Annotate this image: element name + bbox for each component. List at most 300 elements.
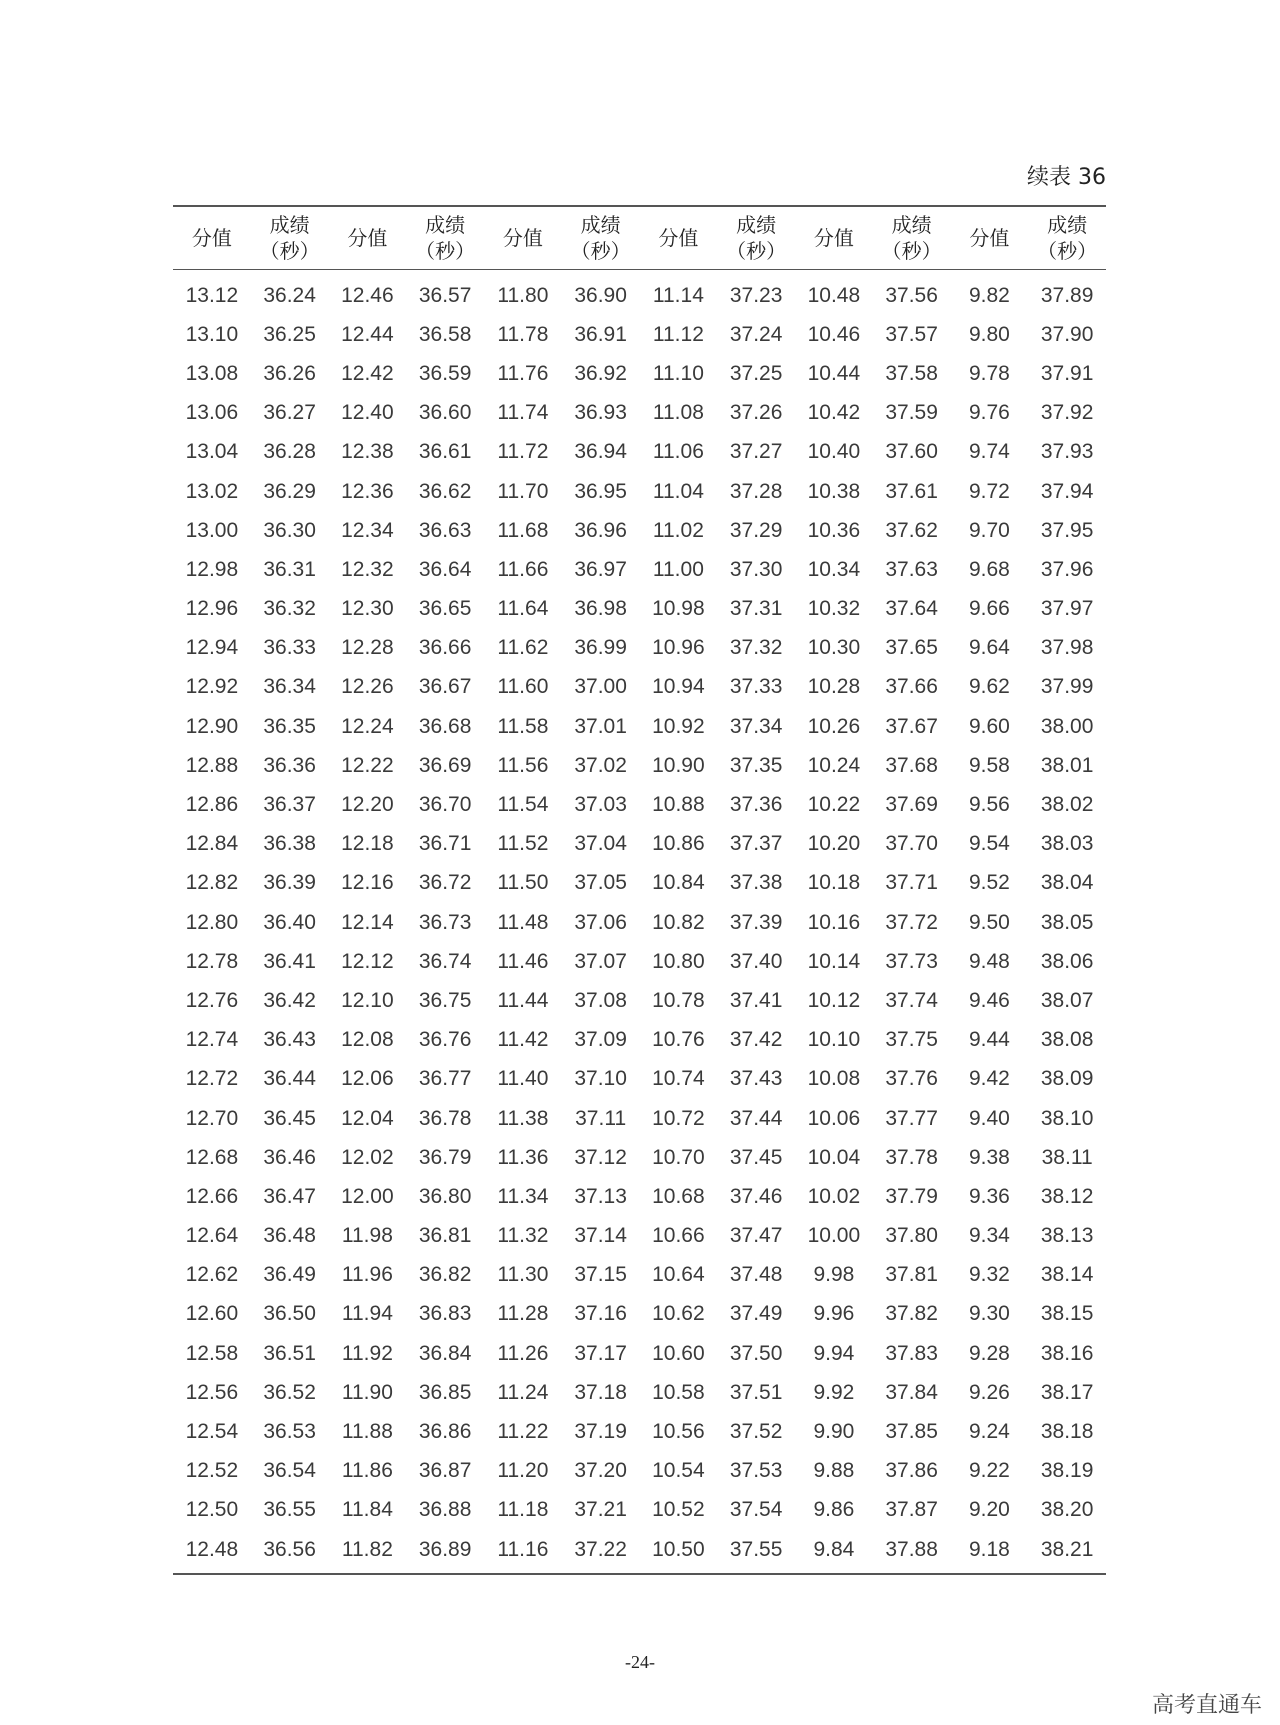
time-cell: 37.75 bbox=[885, 1028, 938, 1052]
time-cell: 36.66 bbox=[418, 636, 472, 660]
score-cell: 10.26 bbox=[807, 714, 861, 738]
time-cell: 36.52 bbox=[263, 1380, 316, 1404]
score-cell: 12.48 bbox=[173, 1530, 251, 1574]
score-cell: 13.02 bbox=[185, 479, 239, 503]
score-cell: 10.30 bbox=[807, 636, 861, 660]
score-cell: 10.82 bbox=[652, 910, 705, 934]
score-cell: 10.14 bbox=[807, 949, 861, 973]
table-row bbox=[173, 1099, 1106, 1138]
time-cell: 37.28 bbox=[729, 479, 783, 503]
score-cell: 11.26 bbox=[497, 1341, 549, 1365]
score-cell: 12.56 bbox=[185, 1380, 239, 1404]
score-table bbox=[173, 205, 1106, 1575]
score-cell: 9.82 bbox=[968, 283, 1010, 307]
score-cell: 9.30 bbox=[968, 1302, 1010, 1326]
score-cell: 12.38 bbox=[341, 440, 394, 464]
score-cell: 11.98 bbox=[341, 1224, 393, 1248]
time-cell: 38.03 bbox=[1040, 832, 1094, 856]
time-cell: 36.75 bbox=[418, 988, 472, 1012]
time-cell: 37.36 bbox=[729, 793, 783, 817]
score-cell: 13.04 bbox=[185, 440, 239, 464]
score-cell: 10.16 bbox=[807, 910, 861, 934]
score-cell: 12.16 bbox=[341, 871, 394, 895]
time-cell: 37.38 bbox=[729, 871, 783, 895]
score-cell: 9.78 bbox=[968, 361, 1010, 385]
score-cell: 11.14 bbox=[652, 283, 704, 307]
time-cell: 37.09 bbox=[574, 1028, 627, 1052]
time-cell: 36.70 bbox=[418, 793, 472, 817]
score-cell: 12.02 bbox=[341, 1145, 394, 1169]
score-cell: 9.58 bbox=[968, 753, 1010, 777]
time-cell: 37.51 bbox=[729, 1380, 783, 1404]
time-cell: 36.31 bbox=[263, 557, 316, 581]
score-cell: 12.98 bbox=[185, 557, 239, 581]
score-cell: 12.54 bbox=[185, 1420, 239, 1444]
table-row bbox=[173, 354, 1106, 393]
score-cell: 11.22 bbox=[497, 1420, 549, 1444]
time-cell: 38.19 bbox=[1040, 1459, 1094, 1483]
score-cell: 11.28 bbox=[497, 1302, 549, 1326]
score-cell: 10.96 bbox=[652, 636, 705, 660]
time-cell: 36.99 bbox=[574, 636, 627, 660]
score-cell: 12.24 bbox=[341, 714, 394, 738]
score-cell: 10.24 bbox=[807, 753, 861, 777]
table-row bbox=[173, 1295, 1106, 1334]
time-cell: 37.02 bbox=[574, 753, 627, 777]
score-cell: 12.92 bbox=[185, 675, 239, 699]
table-row bbox=[173, 1217, 1106, 1256]
time-cell: 37.85 bbox=[885, 1420, 938, 1444]
time-cell: 36.25 bbox=[263, 322, 316, 346]
time-cell: 37.42 bbox=[729, 1028, 783, 1052]
page-number: -24- bbox=[625, 1652, 655, 1672]
column-header-label: 分值 bbox=[191, 226, 232, 250]
column-header-time bbox=[717, 206, 795, 270]
score-cell: 10.34 bbox=[807, 557, 861, 581]
score-cell: 12.04 bbox=[341, 1106, 394, 1130]
score-cell: 10.46 bbox=[807, 322, 861, 346]
time-cell: 37.90 bbox=[1040, 322, 1094, 346]
score-cell: 11.90 bbox=[341, 1380, 393, 1404]
time-cell: 37.03 bbox=[574, 793, 627, 817]
score-cell: 12.68 bbox=[185, 1145, 239, 1169]
score-cell: 11.60 bbox=[497, 675, 549, 699]
table-row bbox=[173, 668, 1106, 707]
time-cell: 36.79 bbox=[418, 1145, 472, 1169]
time-cell: 37.77 bbox=[885, 1106, 938, 1130]
time-cell: 37.81 bbox=[885, 1263, 938, 1287]
time-cell: 36.54 bbox=[263, 1459, 316, 1483]
time-cell: 36.93 bbox=[574, 401, 627, 425]
score-cell: 12.96 bbox=[185, 597, 239, 621]
time-cell: 36.44 bbox=[263, 1067, 316, 1091]
score-cell: 9.32 bbox=[968, 1263, 1010, 1287]
score-cell: 9.28 bbox=[968, 1341, 1010, 1365]
score-cell: 9.88 bbox=[813, 1459, 855, 1483]
column-header-unit: （秒） bbox=[570, 239, 631, 263]
table-row bbox=[173, 394, 1106, 433]
score-cell: 11.18 bbox=[497, 1498, 549, 1522]
score-cell: 12.26 bbox=[341, 675, 394, 699]
score-cell: 10.64 bbox=[652, 1263, 705, 1287]
time-cell: 37.84 bbox=[885, 1380, 938, 1404]
time-cell: 37.69 bbox=[885, 793, 938, 817]
score-cell: 12.88 bbox=[185, 753, 239, 777]
score-cell: 11.54 bbox=[497, 793, 549, 817]
score-cell: 9.96 bbox=[813, 1302, 855, 1326]
score-cell: 12.06 bbox=[341, 1067, 394, 1091]
time-cell: 37.23 bbox=[729, 283, 783, 307]
score-cell: 9.72 bbox=[968, 479, 1010, 503]
table-row bbox=[173, 785, 1106, 824]
score-cell: 10.02 bbox=[807, 1184, 861, 1208]
score-cell: 12.46 bbox=[341, 283, 394, 307]
time-cell: 36.45 bbox=[263, 1106, 316, 1130]
score-cell: 9.42 bbox=[968, 1067, 1010, 1091]
score-cell: 10.08 bbox=[807, 1067, 861, 1091]
time-cell: 37.82 bbox=[885, 1302, 938, 1326]
score-cell: 10.74 bbox=[652, 1067, 705, 1091]
score-cell: 10.56 bbox=[652, 1420, 705, 1444]
score-cell: 11.38 bbox=[497, 1106, 549, 1130]
time-cell: 37.30 bbox=[729, 557, 783, 581]
time-cell: 37.00 bbox=[574, 675, 627, 699]
score-cell: 9.38 bbox=[968, 1145, 1010, 1169]
table-row bbox=[173, 825, 1106, 864]
time-cell: 37.29 bbox=[729, 518, 783, 542]
score-cell: 11.62 bbox=[497, 636, 549, 660]
score-cell: 13.10 bbox=[185, 322, 239, 346]
time-cell: 36.51 bbox=[263, 1341, 316, 1365]
score-cell: 10.54 bbox=[652, 1459, 705, 1483]
score-cell: 12.74 bbox=[185, 1028, 239, 1052]
time-cell: 37.10 bbox=[574, 1067, 627, 1091]
score-cell: 11.84 bbox=[341, 1498, 393, 1522]
time-cell: 36.87 bbox=[418, 1459, 472, 1483]
score-cell: 9.98 bbox=[813, 1263, 855, 1287]
time-cell: 36.53 bbox=[263, 1420, 316, 1444]
score-cell: 9.22 bbox=[968, 1459, 1010, 1483]
time-cell: 36.56 bbox=[251, 1530, 329, 1574]
time-cell: 37.92 bbox=[1040, 401, 1094, 425]
score-cell: 10.92 bbox=[652, 714, 705, 738]
score-cell: 10.12 bbox=[807, 988, 861, 1012]
table-row bbox=[173, 1021, 1106, 1060]
column-header-score bbox=[484, 206, 562, 270]
time-cell: 36.67 bbox=[418, 675, 472, 699]
time-cell: 37.27 bbox=[729, 440, 783, 464]
score-cell: 10.00 bbox=[807, 1224, 861, 1248]
score-cell: 11.64 bbox=[497, 597, 549, 621]
time-cell: 37.96 bbox=[1040, 557, 1094, 581]
score-cell: 12.18 bbox=[341, 832, 394, 856]
header-row bbox=[173, 206, 1106, 270]
score-cell: 10.72 bbox=[652, 1106, 705, 1130]
score-cell: 10.40 bbox=[807, 440, 861, 464]
time-cell: 36.80 bbox=[418, 1184, 472, 1208]
score-cell: 9.94 bbox=[813, 1341, 855, 1365]
score-cell: 11.48 bbox=[497, 910, 549, 934]
time-cell: 37.76 bbox=[885, 1067, 938, 1091]
time-cell: 38.20 bbox=[1040, 1498, 1094, 1522]
column-header-score bbox=[640, 206, 718, 270]
score-cell: 10.62 bbox=[652, 1302, 705, 1326]
table-header bbox=[173, 206, 1106, 270]
time-cell: 36.97 bbox=[574, 557, 627, 581]
time-cell: 37.66 bbox=[885, 675, 938, 699]
time-cell: 36.91 bbox=[574, 322, 627, 346]
score-cell: 9.54 bbox=[968, 832, 1010, 856]
time-cell: 36.88 bbox=[418, 1498, 472, 1522]
score-cell: 9.60 bbox=[968, 714, 1010, 738]
time-cell: 36.89 bbox=[406, 1530, 484, 1574]
score-cell: 11.82 bbox=[329, 1530, 407, 1574]
table-row bbox=[173, 629, 1106, 668]
table-row bbox=[173, 1138, 1106, 1177]
score-cell: 11.20 bbox=[497, 1459, 549, 1483]
time-cell: 36.63 bbox=[418, 518, 472, 542]
score-cell: 12.90 bbox=[185, 714, 239, 738]
score-cell: 12.86 bbox=[185, 793, 239, 817]
score-cell: 12.42 bbox=[341, 361, 394, 385]
score-cell: 10.78 bbox=[652, 988, 705, 1012]
time-cell: 37.73 bbox=[885, 949, 938, 973]
time-cell: 36.73 bbox=[418, 910, 472, 934]
time-cell: 37.62 bbox=[885, 518, 938, 542]
time-cell: 37.33 bbox=[729, 675, 783, 699]
score-cell: 12.00 bbox=[341, 1184, 394, 1208]
time-cell: 37.72 bbox=[885, 910, 938, 934]
time-cell: 38.00 bbox=[1040, 714, 1094, 738]
time-cell: 36.27 bbox=[263, 401, 316, 425]
table-continuation-title: 续表 36 bbox=[1027, 165, 1106, 190]
time-cell: 36.47 bbox=[263, 1184, 316, 1208]
time-cell: 36.24 bbox=[263, 283, 316, 307]
column-header-time bbox=[1028, 206, 1106, 270]
score-cell: 12.94 bbox=[185, 636, 239, 660]
score-cell: 11.34 bbox=[497, 1184, 549, 1208]
score-cell: 11.40 bbox=[497, 1067, 549, 1091]
score-cell: 12.44 bbox=[341, 322, 394, 346]
time-cell: 37.71 bbox=[885, 871, 938, 895]
score-cell: 9.34 bbox=[968, 1224, 1010, 1248]
score-cell: 9.76 bbox=[968, 401, 1010, 425]
score-cell: 9.26 bbox=[968, 1380, 1010, 1404]
time-cell: 37.41 bbox=[729, 988, 783, 1012]
score-cell: 10.22 bbox=[807, 793, 861, 817]
time-cell: 36.26 bbox=[263, 361, 316, 385]
column-header-label: 分值 bbox=[347, 226, 388, 250]
time-cell: 37.16 bbox=[574, 1302, 627, 1326]
time-cell: 37.70 bbox=[885, 832, 938, 856]
score-cell: 12.82 bbox=[185, 871, 239, 895]
time-cell: 36.36 bbox=[263, 753, 316, 777]
time-cell: 36.34 bbox=[263, 675, 316, 699]
time-cell: 37.67 bbox=[885, 714, 938, 738]
score-cell: 9.20 bbox=[968, 1498, 1010, 1522]
time-cell: 36.76 bbox=[418, 1028, 472, 1052]
time-cell: 37.14 bbox=[574, 1224, 627, 1248]
score-cell: 12.58 bbox=[185, 1341, 239, 1365]
time-cell: 36.85 bbox=[418, 1380, 472, 1404]
time-cell: 37.53 bbox=[729, 1459, 783, 1483]
time-cell: 37.93 bbox=[1040, 440, 1094, 464]
score-cell: 10.52 bbox=[652, 1498, 705, 1522]
time-cell: 36.90 bbox=[574, 283, 627, 307]
time-cell: 36.60 bbox=[418, 401, 472, 425]
time-cell: 38.08 bbox=[1040, 1028, 1094, 1052]
time-cell: 38.13 bbox=[1040, 1224, 1094, 1248]
time-cell: 36.28 bbox=[263, 440, 316, 464]
time-cell: 37.19 bbox=[574, 1420, 627, 1444]
score-cell: 11.00 bbox=[652, 557, 704, 581]
time-cell: 37.25 bbox=[729, 361, 783, 385]
score-cell: 10.80 bbox=[652, 949, 705, 973]
score-cell: 11.44 bbox=[497, 988, 549, 1012]
score-cell: 9.68 bbox=[968, 557, 1010, 581]
table-row bbox=[173, 1452, 1106, 1491]
time-cell: 37.79 bbox=[885, 1184, 938, 1208]
table-row bbox=[173, 590, 1106, 629]
table-row bbox=[173, 550, 1106, 589]
time-cell: 37.54 bbox=[729, 1498, 783, 1522]
score-cell: 11.86 bbox=[341, 1459, 393, 1483]
score-cell: 10.88 bbox=[652, 793, 705, 817]
time-cell: 36.35 bbox=[263, 714, 316, 738]
time-cell: 37.68 bbox=[885, 753, 938, 777]
score-cell: 13.00 bbox=[185, 518, 239, 542]
column-header-label: 成绩 bbox=[891, 213, 932, 237]
table-row bbox=[173, 1412, 1106, 1451]
score-cell: 11.46 bbox=[497, 949, 549, 973]
score-cell: 10.98 bbox=[652, 597, 705, 621]
score-cell: 9.48 bbox=[968, 949, 1010, 973]
time-cell: 38.04 bbox=[1040, 871, 1094, 895]
time-cell: 38.11 bbox=[1041, 1145, 1093, 1169]
time-cell: 37.20 bbox=[574, 1459, 627, 1483]
score-cell: 10.10 bbox=[807, 1028, 861, 1052]
time-cell: 36.43 bbox=[263, 1028, 316, 1052]
table-row bbox=[173, 707, 1106, 746]
score-cell: 10.50 bbox=[640, 1530, 718, 1574]
score-cell: 11.42 bbox=[497, 1028, 549, 1052]
score-cell: 12.64 bbox=[185, 1224, 239, 1248]
time-cell: 36.62 bbox=[418, 479, 472, 503]
time-cell: 37.21 bbox=[574, 1498, 627, 1522]
time-cell: 36.32 bbox=[263, 597, 316, 621]
time-cell: 36.38 bbox=[263, 832, 316, 856]
time-cell: 36.74 bbox=[418, 949, 472, 973]
time-cell: 37.15 bbox=[574, 1263, 627, 1287]
score-cell: 10.28 bbox=[807, 675, 861, 699]
score-cell: 12.40 bbox=[341, 401, 394, 425]
time-cell: 37.26 bbox=[729, 401, 783, 425]
time-cell: 37.31 bbox=[729, 597, 783, 621]
score-cell: 10.44 bbox=[807, 361, 861, 385]
time-cell: 37.98 bbox=[1040, 636, 1094, 660]
time-cell: 37.86 bbox=[885, 1459, 938, 1483]
time-cell: 38.02 bbox=[1040, 793, 1094, 817]
time-cell: 37.39 bbox=[729, 910, 783, 934]
time-cell: 36.64 bbox=[418, 557, 472, 581]
time-cell: 36.58 bbox=[418, 322, 472, 346]
time-cell: 37.22 bbox=[562, 1530, 640, 1574]
time-cell: 36.40 bbox=[263, 910, 316, 934]
time-cell: 37.87 bbox=[885, 1498, 938, 1522]
score-cell: 11.70 bbox=[497, 479, 549, 503]
table-row bbox=[173, 981, 1106, 1020]
column-header-time bbox=[406, 206, 484, 270]
time-cell: 36.96 bbox=[574, 518, 627, 542]
table-row bbox=[173, 1256, 1106, 1295]
table-body bbox=[173, 270, 1106, 1575]
time-cell: 38.18 bbox=[1040, 1420, 1094, 1444]
score-cell: 12.28 bbox=[341, 636, 394, 660]
time-cell: 38.14 bbox=[1040, 1263, 1094, 1287]
score-cell: 11.16 bbox=[484, 1530, 562, 1574]
score-cell: 12.84 bbox=[185, 832, 239, 856]
score-cell: 11.24 bbox=[497, 1380, 549, 1404]
score-cell: 9.66 bbox=[968, 597, 1010, 621]
time-cell: 36.92 bbox=[574, 361, 627, 385]
time-cell: 37.60 bbox=[885, 440, 938, 464]
time-cell: 38.15 bbox=[1040, 1302, 1094, 1326]
score-cell: 10.20 bbox=[807, 832, 861, 856]
score-cell: 10.58 bbox=[652, 1380, 705, 1404]
column-header-label: 成绩 bbox=[736, 213, 777, 237]
score-cell: 12.30 bbox=[341, 597, 394, 621]
score-cell: 12.08 bbox=[341, 1028, 394, 1052]
score-cell: 11.50 bbox=[497, 871, 549, 895]
time-cell: 37.08 bbox=[574, 988, 627, 1012]
time-cell: 36.71 bbox=[418, 832, 472, 856]
score-cell: 10.60 bbox=[652, 1341, 705, 1365]
score-cell: 10.86 bbox=[652, 832, 705, 856]
column-header-label: 成绩 bbox=[425, 213, 466, 237]
time-cell: 38.09 bbox=[1040, 1067, 1094, 1091]
time-cell: 36.59 bbox=[418, 361, 472, 385]
time-cell: 36.39 bbox=[263, 871, 316, 895]
column-header-unit: （秒） bbox=[1037, 239, 1098, 263]
time-cell: 36.50 bbox=[263, 1302, 316, 1326]
score-cell: 10.04 bbox=[807, 1145, 861, 1169]
score-cell: 9.80 bbox=[968, 322, 1010, 346]
score-cell: 9.24 bbox=[968, 1420, 1010, 1444]
column-header-unit: （秒） bbox=[881, 239, 942, 263]
score-cell: 12.80 bbox=[185, 910, 239, 934]
score-cell: 9.56 bbox=[968, 793, 1010, 817]
table-row bbox=[173, 315, 1106, 354]
time-cell: 36.95 bbox=[574, 479, 627, 503]
time-cell: 37.48 bbox=[729, 1263, 783, 1287]
time-cell: 37.78 bbox=[885, 1145, 938, 1169]
score-cell: 12.62 bbox=[185, 1263, 239, 1287]
time-cell: 36.30 bbox=[263, 518, 316, 542]
score-cell: 11.12 bbox=[652, 322, 704, 346]
time-cell: 37.46 bbox=[729, 1184, 783, 1208]
score-cell: 12.10 bbox=[341, 988, 394, 1012]
time-cell: 36.29 bbox=[263, 479, 316, 503]
score-cell: 10.70 bbox=[652, 1145, 705, 1169]
table-row bbox=[173, 472, 1106, 511]
time-cell: 37.63 bbox=[885, 557, 938, 581]
time-cell: 37.74 bbox=[885, 988, 938, 1012]
time-cell: 37.37 bbox=[729, 832, 783, 856]
time-cell: 37.52 bbox=[729, 1420, 783, 1444]
time-cell: 37.61 bbox=[885, 479, 938, 503]
time-cell: 37.05 bbox=[574, 871, 627, 895]
time-cell: 36.48 bbox=[263, 1224, 316, 1248]
